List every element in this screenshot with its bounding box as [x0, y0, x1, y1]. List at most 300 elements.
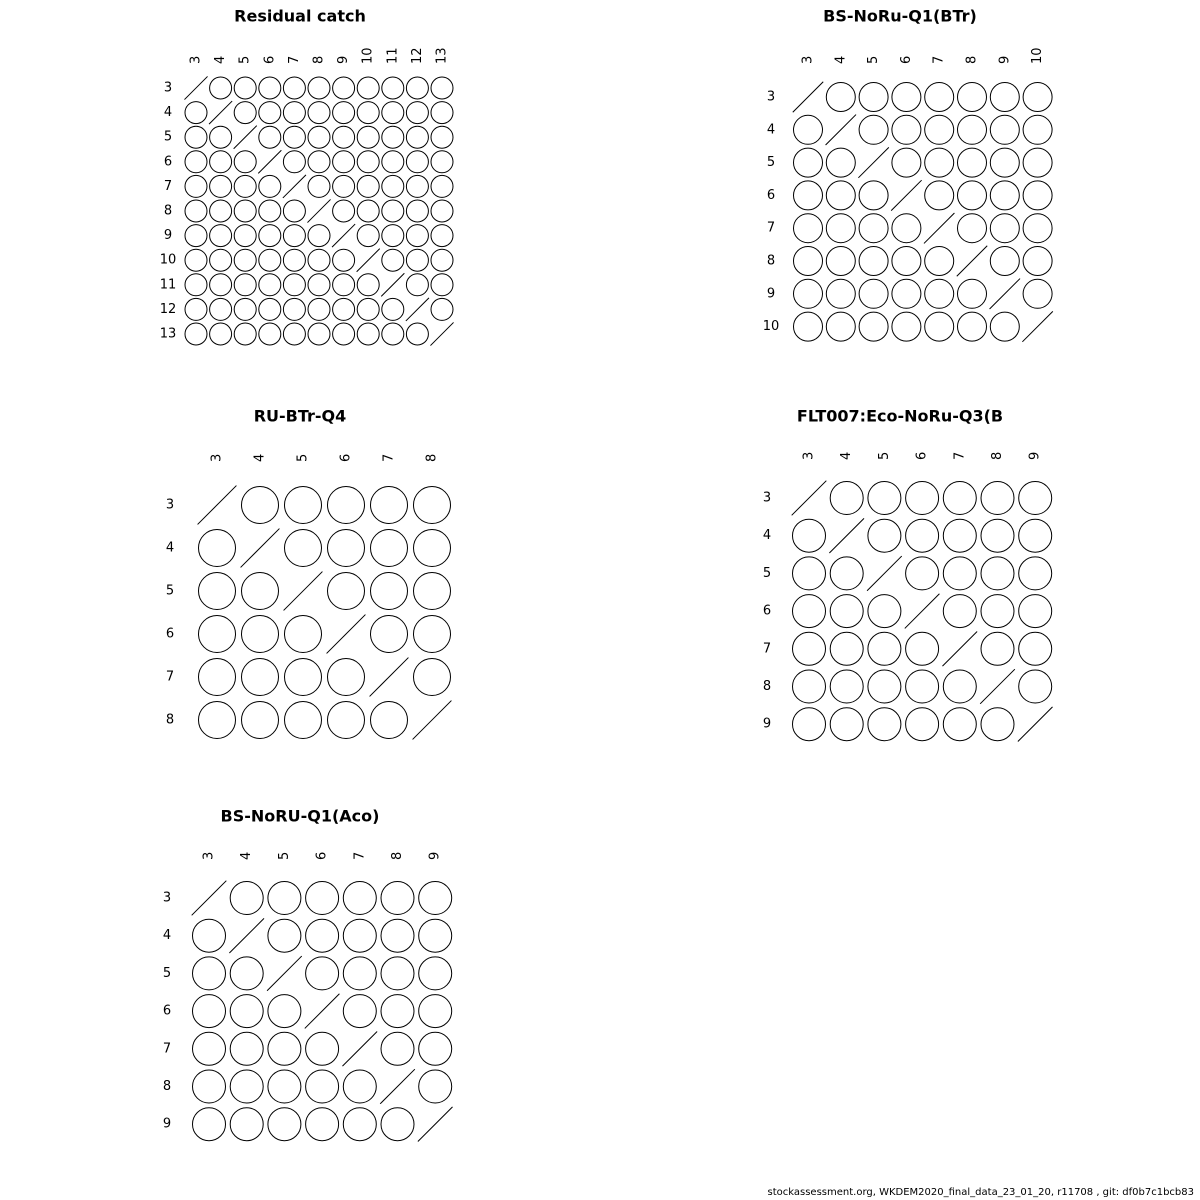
- row-tick-label: 9: [162, 1116, 172, 1132]
- diagonal-slash-mark: [342, 1031, 377, 1066]
- correlation-circle-mark: [925, 148, 954, 177]
- correlation-circle-mark: [1023, 214, 1052, 243]
- column-tick-label: 4: [252, 453, 268, 462]
- column-tick-label: 5: [866, 55, 882, 64]
- correlation-circle-mark: [892, 214, 921, 243]
- correlation-circle-mark: [925, 279, 954, 308]
- correlation-circle-mark: [793, 595, 826, 628]
- correlation-circle-mark: [794, 312, 823, 341]
- row-tick-label: 12: [159, 301, 177, 317]
- row-tick-label: 7: [766, 220, 776, 236]
- correlation-circle-mark: [830, 632, 863, 665]
- correlation-circle-mark: [381, 957, 414, 990]
- diagonal-slash-mark: [284, 572, 323, 611]
- correlation-circle-mark: [357, 175, 379, 197]
- diagonal-slash-mark: [192, 881, 227, 916]
- correlation-circle-mark: [794, 181, 823, 210]
- correlation-circle-mark: [308, 225, 330, 247]
- correlation-circle-mark: [990, 247, 1019, 276]
- correlation-circle-mark: [1019, 595, 1052, 628]
- correlation-circle-mark: [826, 279, 855, 308]
- correlation-circle-mark: [343, 957, 376, 990]
- correlation-circle-mark: [371, 530, 408, 567]
- footer-credit: stockassessment.org, WKDEM2020_final_data_23_01_20, r11708 , git: df0b7c1bcb83: [767, 1187, 1194, 1198]
- correlation-circle-mark: [419, 919, 452, 952]
- column-tick-label: 5: [237, 55, 253, 64]
- correlation-circle-mark: [306, 1032, 339, 1065]
- correlation-circle-mark: [868, 632, 901, 665]
- row-tick-label: 5: [762, 565, 772, 581]
- correlation-circle-mark: [308, 249, 330, 271]
- row-tick-label: 5: [162, 965, 172, 981]
- correlation-circle-mark: [990, 214, 1019, 243]
- panel-title: Residual catch: [234, 6, 366, 26]
- correlation-circle-mark: [868, 482, 901, 515]
- correlation-circle-mark: [193, 957, 226, 990]
- column-tick-label: 6: [898, 55, 914, 64]
- correlation-circle-mark: [892, 115, 921, 144]
- diagonal-slash-mark: [957, 246, 987, 276]
- column-tick-label: 8: [990, 451, 1005, 460]
- chart-panel-2: [763, 7, 1053, 342]
- correlation-circle-mark: [234, 200, 256, 222]
- correlation-circle-mark: [381, 995, 414, 1028]
- correlation-circle-mark: [406, 225, 428, 247]
- correlation-circle-mark: [234, 175, 256, 197]
- row-tick-label: 7: [163, 178, 173, 194]
- correlation-circle-mark: [826, 83, 855, 112]
- correlation-circle-mark: [357, 77, 379, 99]
- correlation-circle-mark: [193, 995, 226, 1028]
- correlation-circle-mark: [333, 200, 355, 222]
- correlation-circle-mark: [414, 487, 451, 524]
- correlation-circle-mark: [210, 126, 232, 148]
- correlation-circle-mark: [431, 249, 453, 271]
- correlation-circle-mark: [958, 148, 987, 177]
- correlation-circle-mark: [210, 323, 232, 345]
- correlation-circle-mark: [283, 200, 305, 222]
- column-tick-label: 3: [209, 453, 225, 462]
- correlation-circle-mark: [990, 181, 1019, 210]
- correlation-circle-mark: [333, 249, 355, 271]
- correlation-circle-mark: [1019, 670, 1052, 703]
- correlation-circle-mark: [406, 200, 428, 222]
- correlation-circle-mark: [826, 181, 855, 210]
- diagonal-slash-mark: [829, 518, 864, 553]
- correlation-circle-mark: [306, 919, 339, 952]
- correlation-circle-mark: [371, 702, 408, 739]
- diagonal-slash-mark: [229, 918, 264, 953]
- correlation-circle-mark: [259, 249, 281, 271]
- column-tick-label: 4: [833, 55, 849, 64]
- correlation-circle-mark: [333, 298, 355, 320]
- correlation-circle-mark: [285, 530, 322, 567]
- diagonal-slash-mark: [241, 529, 280, 568]
- correlation-circle-mark: [406, 151, 428, 173]
- correlation-circle-mark: [308, 77, 330, 99]
- correlation-circle-mark: [414, 530, 451, 567]
- correlation-circle-mark: [381, 882, 414, 915]
- correlation-circle-mark: [943, 670, 976, 703]
- row-tick-label: 3: [163, 80, 173, 96]
- correlation-circle-mark: [210, 298, 232, 320]
- correlation-circle-mark: [431, 126, 453, 148]
- correlation-circle-mark: [892, 148, 921, 177]
- correlation-circle-mark: [234, 323, 256, 345]
- correlation-circle-mark: [1019, 482, 1052, 515]
- correlation-circle-mark: [990, 115, 1019, 144]
- correlation-circle-mark: [868, 708, 901, 741]
- correlation-circle-mark: [285, 616, 322, 653]
- correlation-circle-mark: [234, 249, 256, 271]
- column-tick-label: 9: [427, 851, 443, 860]
- correlation-circle-mark: [382, 225, 404, 247]
- diagonal-slash-mark: [826, 115, 856, 145]
- correlation-circle-mark: [185, 274, 207, 296]
- correlation-circle-mark: [906, 632, 939, 665]
- column-tick-label: 8: [964, 55, 980, 64]
- correlation-circle-mark: [193, 1070, 226, 1103]
- correlation-circle-mark: [925, 83, 954, 112]
- correlation-circle-mark: [981, 632, 1014, 665]
- row-tick-label: 7: [165, 669, 175, 685]
- correlation-circle-mark: [1019, 557, 1052, 590]
- correlation-circle-mark: [283, 126, 305, 148]
- correlation-circle-mark: [371, 487, 408, 524]
- correlation-circle-mark: [382, 298, 404, 320]
- correlation-circle-mark: [859, 115, 888, 144]
- diagonal-slash-mark: [381, 273, 404, 296]
- correlation-circle-mark: [406, 274, 428, 296]
- correlation-circle-mark: [210, 77, 232, 99]
- correlation-circle-mark: [830, 670, 863, 703]
- correlation-circle-mark: [210, 249, 232, 271]
- row-tick-label: 6: [162, 1003, 172, 1019]
- panel-title: FLT007:Eco-NoRu-Q3(B: [796, 406, 1004, 426]
- correlation-circle-mark: [308, 151, 330, 173]
- correlation-circle-mark: [419, 1070, 452, 1103]
- correlation-circle-mark: [283, 323, 305, 345]
- correlation-circle-mark: [343, 1070, 376, 1103]
- correlation-circle-mark: [259, 102, 281, 124]
- correlation-circle-mark: [868, 519, 901, 552]
- correlation-circle-mark: [981, 708, 1014, 741]
- correlation-circle-mark: [343, 919, 376, 952]
- correlation-circle-mark: [826, 247, 855, 276]
- row-tick-label: 4: [163, 105, 173, 121]
- diagonal-slash-mark: [942, 631, 977, 666]
- diagonal-slash-mark: [370, 658, 409, 697]
- correlation-circle-mark: [382, 151, 404, 173]
- correlation-circle-mark: [268, 1032, 301, 1065]
- correlation-circle-mark: [419, 1032, 452, 1065]
- correlation-circle-mark: [859, 181, 888, 210]
- diagonal-slash-mark: [307, 199, 330, 222]
- correlation-circle-mark: [185, 102, 207, 124]
- diagonal-slash-mark: [380, 1069, 415, 1104]
- correlation-circle-mark: [943, 708, 976, 741]
- row-tick-label: 9: [762, 716, 772, 732]
- column-tick-label: 4: [239, 851, 255, 860]
- correlation-circle-mark: [830, 595, 863, 628]
- diagonal-slash-mark: [891, 180, 921, 210]
- correlation-circle-mark: [859, 83, 888, 112]
- row-tick-label: 3: [162, 890, 172, 906]
- correlation-circle-mark: [234, 225, 256, 247]
- correlation-circle-mark: [343, 995, 376, 1028]
- correlation-circle-mark: [794, 148, 823, 177]
- row-tick-label: 9: [766, 286, 776, 302]
- row-tick-label: 3: [762, 490, 772, 506]
- diagonal-slash-mark: [327, 615, 366, 654]
- diagonal-slash-mark: [357, 249, 380, 272]
- correlation-circle-mark: [333, 175, 355, 197]
- correlation-circle-mark: [906, 670, 939, 703]
- correlation-circle-mark: [958, 115, 987, 144]
- column-tick-label: 8: [424, 453, 440, 462]
- correlation-circle-mark: [230, 995, 263, 1028]
- chart-panel-1: [160, 7, 454, 346]
- diagonal-slash-mark: [793, 82, 823, 112]
- column-tick-label: 7: [952, 451, 968, 460]
- correlation-circle-mark: [343, 882, 376, 915]
- correlation-circle-mark: [1019, 519, 1052, 552]
- correlation-circle-mark: [285, 702, 322, 739]
- correlation-circle-mark: [357, 225, 379, 247]
- correlation-circle-mark: [259, 323, 281, 345]
- correlation-circle-mark: [328, 573, 365, 610]
- chart-panel-4: [763, 407, 1053, 742]
- correlation-circle-mark: [230, 1070, 263, 1103]
- correlation-circle-mark: [242, 573, 279, 610]
- correlation-circle-mark: [381, 1108, 414, 1141]
- row-tick-label: 5: [766, 155, 776, 171]
- correlation-circle-mark: [892, 279, 921, 308]
- correlation-circle-mark: [242, 702, 279, 739]
- correlation-circle-mark: [431, 175, 453, 197]
- diagonal-slash-mark: [184, 76, 207, 99]
- row-tick-label: 9: [163, 228, 173, 244]
- diagonal-slash-mark: [792, 481, 827, 516]
- correlation-circle-mark: [431, 200, 453, 222]
- correlation-circle-mark: [328, 487, 365, 524]
- correlation-circle-mark: [943, 595, 976, 628]
- correlation-circle-mark: [283, 274, 305, 296]
- correlation-circle-mark: [230, 957, 263, 990]
- correlation-circle-mark: [431, 298, 453, 320]
- correlation-circle-mark: [199, 659, 236, 696]
- diagonal-slash-mark: [198, 486, 237, 525]
- column-tick-label: 6: [338, 453, 354, 462]
- correlation-circle-mark: [868, 595, 901, 628]
- correlation-circle-mark: [357, 102, 379, 124]
- column-tick-label: 6: [262, 55, 278, 64]
- correlation-circle-mark: [958, 83, 987, 112]
- correlation-circle-mark: [333, 77, 355, 99]
- column-tick-label: 9: [997, 55, 1013, 64]
- correlation-circle-mark: [357, 298, 379, 320]
- correlation-circle-mark: [794, 214, 823, 243]
- diagonal-slash-mark: [332, 224, 355, 247]
- correlation-circle-mark: [943, 557, 976, 590]
- correlation-circle-mark: [793, 632, 826, 665]
- correlation-circle-mark: [308, 126, 330, 148]
- row-tick-label: 8: [766, 253, 776, 269]
- correlation-circle-mark: [414, 659, 451, 696]
- row-tick-label: 10: [159, 252, 177, 268]
- diagonal-slash-mark: [430, 322, 453, 345]
- correlation-circle-mark: [234, 151, 256, 173]
- correlation-circle-mark: [382, 249, 404, 271]
- diagonal-slash-mark: [305, 994, 340, 1029]
- diagonal-slash-mark: [406, 298, 429, 321]
- correlation-circle-mark: [958, 312, 987, 341]
- row-tick-label: 3: [766, 89, 776, 105]
- correlation-circle-mark: [199, 530, 236, 567]
- correlation-circle-mark: [242, 659, 279, 696]
- diagonal-slash-mark: [867, 556, 902, 591]
- correlation-circle-mark: [859, 312, 888, 341]
- correlation-circle-mark: [793, 670, 826, 703]
- correlation-circle-mark: [308, 323, 330, 345]
- correlation-circle-mark: [406, 77, 428, 99]
- correlation-circle-mark: [193, 1108, 226, 1141]
- diagonal-slash-mark: [418, 1107, 453, 1142]
- column-tick-label: 6: [914, 451, 930, 460]
- correlation-circle-mark: [210, 274, 232, 296]
- correlation-circle-mark: [1023, 115, 1052, 144]
- correlation-circle-mark: [859, 214, 888, 243]
- correlation-circle-mark: [1019, 632, 1052, 665]
- correlation-circle-mark: [210, 200, 232, 222]
- correlation-circle-mark: [306, 882, 339, 915]
- correlation-circle-mark: [259, 298, 281, 320]
- row-tick-label: 6: [165, 626, 175, 642]
- correlation-circle-mark: [381, 919, 414, 952]
- correlation-circle-mark: [958, 181, 987, 210]
- correlation-circle-mark: [283, 249, 305, 271]
- correlation-circle-mark: [306, 957, 339, 990]
- correlation-circle-mark: [990, 148, 1019, 177]
- correlation-circle-mark: [328, 702, 365, 739]
- correlation-circle-mark: [193, 1032, 226, 1065]
- correlation-circle-mark: [230, 1032, 263, 1065]
- diagonal-slash-mark: [283, 175, 306, 198]
- correlation-circle-mark: [414, 616, 451, 653]
- correlation-circle-mark: [306, 1108, 339, 1141]
- correlation-circle-mark: [925, 247, 954, 276]
- correlation-circle-mark: [210, 151, 232, 173]
- correlation-circle-mark: [1023, 148, 1052, 177]
- row-tick-label: 8: [762, 679, 772, 694]
- correlation-circle-mark: [193, 919, 226, 952]
- correlation-circle-mark: [906, 708, 939, 741]
- correlation-circle-mark: [357, 126, 379, 148]
- row-tick-label: 10: [762, 319, 780, 335]
- correlation-circle-mark: [382, 77, 404, 99]
- correlation-circle-mark: [419, 957, 452, 990]
- row-tick-label: 7: [162, 1041, 172, 1057]
- row-tick-label: 4: [165, 540, 175, 556]
- correlation-circle-mark: [308, 274, 330, 296]
- row-tick-label: 4: [762, 528, 772, 544]
- correlation-circle-mark: [185, 126, 207, 148]
- column-tick-label: 3: [201, 851, 217, 860]
- correlation-circle-mark: [199, 616, 236, 653]
- correlation-circle-mark: [431, 102, 453, 124]
- correlation-circle-mark: [925, 115, 954, 144]
- column-tick-label: 3: [800, 55, 816, 64]
- row-tick-label: 11: [159, 277, 177, 293]
- correlation-circle-mark: [1023, 279, 1052, 308]
- correlation-circle-mark: [1023, 181, 1052, 210]
- correlation-circle-mark: [419, 882, 452, 915]
- column-tick-label: 5: [295, 453, 311, 462]
- correlation-circle-mark: [285, 487, 322, 524]
- correlation-circle-mark: [906, 519, 939, 552]
- column-tick-label: 10: [1030, 47, 1046, 64]
- correlation-circle-mark: [371, 616, 408, 653]
- column-tick-label: 5: [276, 851, 292, 860]
- correlation-circle-mark: [308, 298, 330, 320]
- correlation-circle-mark: [382, 126, 404, 148]
- correlation-circle-mark: [333, 102, 355, 124]
- correlation-circle-mark: [185, 225, 207, 247]
- correlation-circle-mark: [306, 1070, 339, 1103]
- correlation-circle-mark: [382, 323, 404, 345]
- column-tick-label: 3: [801, 451, 817, 460]
- correlation-circle-mark: [268, 995, 301, 1028]
- correlation-circle-mark: [185, 323, 207, 345]
- correlation-circle-mark: [990, 312, 1019, 341]
- column-tick-label: 7: [931, 55, 947, 64]
- correlation-circle-mark: [230, 1108, 263, 1141]
- diagonal-slash-mark: [209, 101, 232, 124]
- row-tick-label: 5: [165, 583, 175, 599]
- correlation-circle-mark: [1023, 247, 1052, 276]
- row-tick-label: 5: [163, 129, 173, 145]
- correlation-circle-mark: [234, 274, 256, 296]
- correlation-circle-mark: [981, 557, 1014, 590]
- panel-title: BS-NoRU-Q1(Aco): [220, 806, 380, 826]
- column-tick-label: 10: [360, 47, 376, 64]
- panel-title: RU-BTr-Q4: [253, 406, 347, 426]
- correlation-circle-mark: [357, 151, 379, 173]
- correlation-circle-mark: [406, 175, 428, 197]
- correlation-circle-mark: [925, 312, 954, 341]
- correlation-circle-mark: [283, 151, 305, 173]
- correlation-circle-mark: [794, 115, 823, 144]
- correlation-circle-mark: [283, 102, 305, 124]
- column-tick-label: 4: [213, 55, 229, 64]
- correlation-circle-mark: [981, 519, 1014, 552]
- column-tick-label: 8: [311, 55, 327, 64]
- column-tick-label: 3: [188, 55, 204, 64]
- column-tick-label: 5: [876, 451, 892, 460]
- correlation-circle-mark: [793, 557, 826, 590]
- correlation-circle-mark: [268, 1070, 301, 1103]
- correlation-circle-mark: [793, 708, 826, 741]
- correlation-circle-mark: [259, 200, 281, 222]
- correlation-circle-mark: [793, 519, 826, 552]
- correlation-circle-mark: [185, 175, 207, 197]
- correlation-circle-mark: [333, 151, 355, 173]
- diagonal-slash-mark: [924, 213, 954, 243]
- correlation-circle-mark: [357, 200, 379, 222]
- column-tick-label: 11: [385, 47, 401, 64]
- column-tick-label: 9: [1027, 451, 1043, 460]
- diagonal-slash-mark: [1022, 311, 1052, 341]
